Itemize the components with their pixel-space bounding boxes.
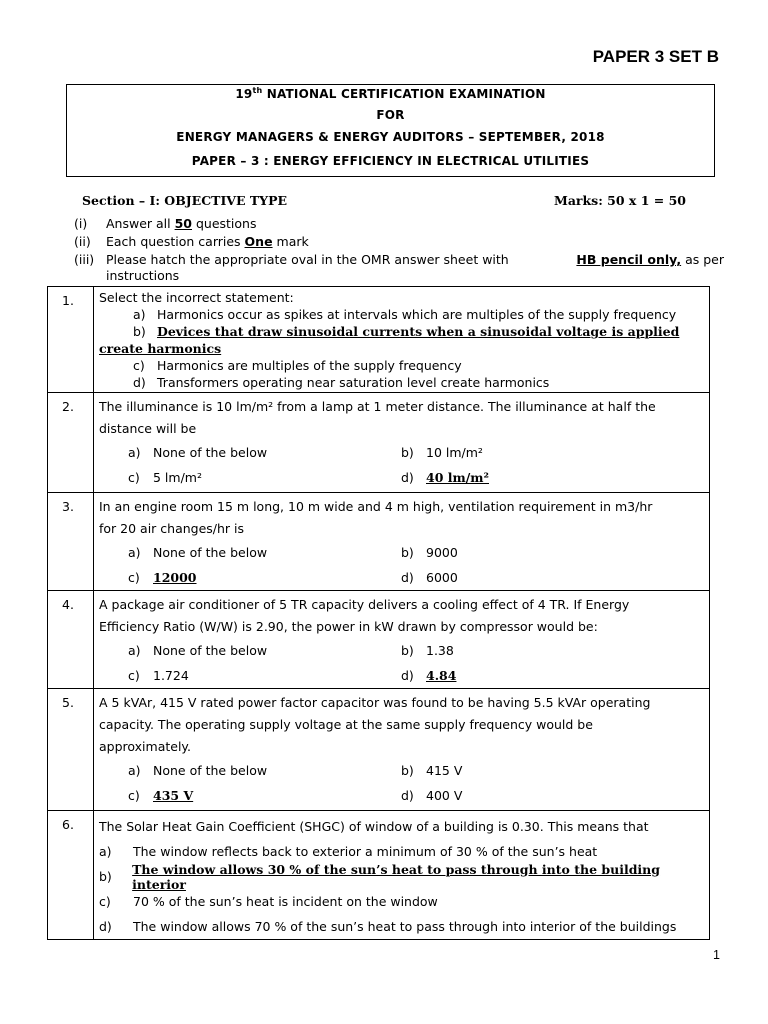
question-body [94, 493, 710, 591]
question-body [94, 287, 710, 393]
question-row [48, 493, 710, 591]
option-b: b) 9000 [401, 545, 458, 560]
section-marks: Marks: 50 x 1 = 50 [553, 193, 686, 208]
question-stem: for 20 air changes/hr is [99, 521, 245, 536]
instruction-item: instructions [106, 268, 180, 283]
question-body [94, 591, 710, 689]
question-row [48, 591, 710, 689]
option-c: c) 12000 [128, 570, 197, 585]
option-a: a) None of the below [128, 445, 268, 460]
option-b: b) Devices that draw sinusoidal currents when a sinusoidal voltage is applied [133, 324, 680, 339]
option-a: a) None of the below [128, 545, 268, 560]
question-number: 2. [48, 393, 94, 493]
exam-title-line: 19th NATIONAL CERTIFICATION EXAMINATION [235, 86, 546, 101]
option-b-continued: create harmonics [99, 341, 222, 356]
question-stem: Select the incorrect statement: [99, 290, 294, 305]
question-number: 1. [48, 287, 94, 393]
option-c: c) 5 lm/m² [128, 470, 202, 485]
option-c: c) 1.724 [128, 668, 189, 683]
option-b: b) The window allows 30 % of the sun’s heat to pass through into the building interior [99, 861, 661, 892]
page-number: 1 [713, 948, 720, 962]
question-body [94, 689, 710, 811]
question-row [48, 811, 710, 940]
section-title: Section – I: OBJECTIVE TYPE [82, 193, 288, 208]
question-body [94, 811, 710, 940]
option-b: b) 10 lm/m² [401, 445, 483, 460]
question-stem: A package air conditioner of 5 TR capacity delivers a cooling effect of 4 TR. If Energy [99, 597, 630, 612]
exam-audience-line: ENERGY MANAGERS & ENERGY AUDITORS – SEPTEMBER, 2018 [176, 130, 605, 144]
question-stem: A 5 kVAr, 415 V rated power factor capacitor was found to be having 5.5 kVAr operating [99, 695, 651, 710]
option-d: d) The window allows 70 % of the sun’s heat to pass through into interior of the buildings [99, 919, 677, 934]
section-heading [82, 193, 686, 208]
question-stem: distance will be [99, 421, 197, 436]
question-number: 5. [48, 689, 94, 811]
option-c: c) 70 % of the sun’s heat is incident on the window [99, 894, 438, 909]
option-d: d) 400 V [401, 788, 463, 803]
paper-set-label: PAPER 3 SET B [592, 47, 719, 66]
question-stem: The illuminance is 10 lm/m² from a lamp at 1 meter distance. The illuminance at half the [99, 399, 656, 414]
option-a: a) Harmonics occur as spikes at intervals which are multiples of the supply frequency [133, 307, 677, 322]
option-d: d) Transformers operating near saturation level create harmonics [133, 375, 550, 390]
question-stem: capacity. The operating supply voltage at the same supply frequency would be [99, 717, 593, 732]
instruction-item: (i) Answer all 50 questions [74, 216, 257, 231]
option-d: d) 6000 [401, 570, 458, 585]
option-c: c) 435 V [128, 788, 194, 803]
question-stem: The Solar Heat Gain Coefficient (SHGC) of window of a building is 0.30. This means that [99, 819, 649, 834]
option-a: a) None of the below [128, 763, 268, 778]
instruction-item: (iii) Please hatch the appropriate oval in the OMR answer sheet with HB pencil only, as per [74, 252, 724, 267]
question-stem: In an engine room 15 m long, 10 m wide and 4 m high, ventilation requirement in m3/hr [99, 499, 653, 514]
question-stem: approximately. [99, 739, 192, 754]
question-stem: Efficiency Ratio (W/W) is 2.90, the power in kW drawn by compressor would be: [99, 619, 598, 634]
question-row [48, 689, 710, 811]
option-d: d) 4.84 [401, 668, 457, 683]
option-c: c) Harmonics are multiples of the supply frequency [133, 358, 462, 373]
option-d: d) 40 lm/m² [401, 470, 489, 485]
question-body [94, 393, 710, 493]
instruction-item: (ii) Each question carries One mark [74, 234, 309, 249]
option-a: a) The window reflects back to exterior a minimum of 30 % of the sun’s heat [99, 844, 598, 859]
option-a: a) None of the below [128, 643, 268, 658]
exam-for-line: FOR [376, 108, 405, 122]
exam-paper-line: PAPER – 3 : ENERGY EFFICIENCY IN ELECTRICAL UTILITIES [191, 154, 590, 168]
question-row [48, 393, 710, 493]
question-number: 6. [48, 811, 94, 940]
option-b: b) 415 V [401, 763, 463, 778]
option-b: b) 1.38 [401, 643, 454, 658]
question-row [48, 287, 710, 393]
exam-header-box [66, 84, 715, 177]
question-number: 3. [48, 493, 94, 591]
questions-table [47, 286, 710, 940]
question-number: 4. [48, 591, 94, 689]
